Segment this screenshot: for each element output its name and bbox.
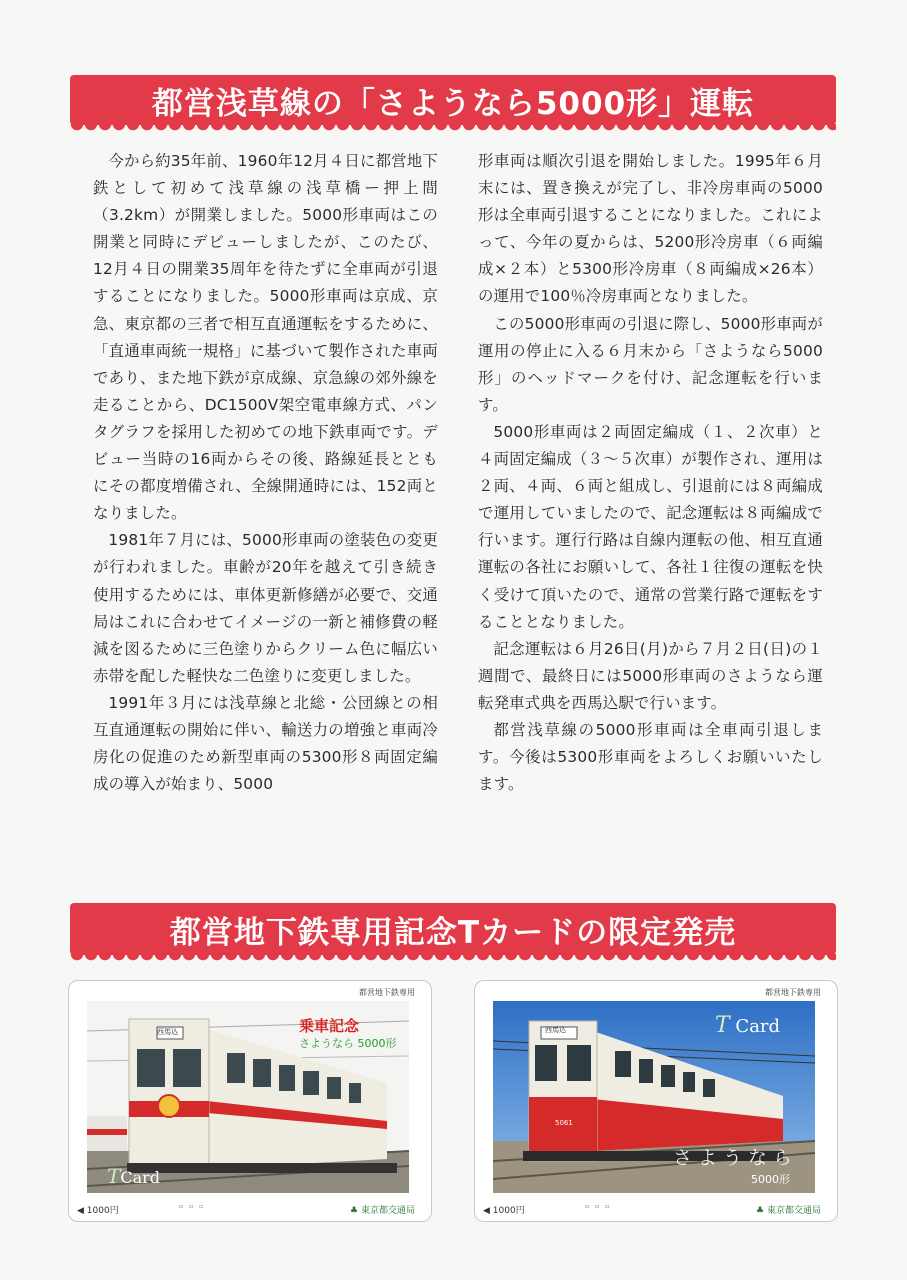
article-paragraph: 今から約35年前、1960年12月４日に都営地下鉄として初めて浅草線の浅草橋ー押上間（3.2km）が開業しました。5000形車両はこの開業と同時にデビューしましたが、このたび、12月４日の開業35周年を待たずに全車両が引退することになりました。5000形車両は京成、京急、東京都の三者で相互直通運転をするために、「直通車両統一規格」に基づいて製作された車両であり、また地下鉄が京成線、京急線の郊外線を走ることから、DC1500V架空電車線方式、パンタグラフを採用した初めての地下鉄車両です。デビュー当時の16両からその後、路線延長とともにその都度増備され、全線開通時には、152両となりました。 (93, 152, 438, 523)
t-logo-icon: T (107, 1164, 121, 1188)
arrow-icon: ◀ (77, 1206, 84, 1216)
overlay-subtitle: 5000形 (751, 1173, 790, 1186)
card-issuer: ♣ 東京都交通局 (350, 1206, 415, 1216)
t-logo-icon: T (715, 1013, 730, 1038)
arrow-icon: ◀ (483, 1206, 490, 1216)
card-gallery (0, 980, 907, 1224)
overlay-title: さようなら (673, 1147, 799, 1169)
card-issuer: ♣ 東京都交通局 (756, 1206, 821, 1216)
card-price: ◀ 1000円 (483, 1206, 525, 1216)
train-photo-1 (87, 1001, 409, 1193)
car-number: 5061 (555, 1119, 573, 1127)
article-paragraph: この5000形車両の引退に際し、5000形車両が運用の停止に入る６月末から「さようなら5000形」のヘッドマークを付け、記念運転を行います。 (478, 314, 823, 414)
card-top-label: 都営地下鉄専用 (359, 988, 415, 997)
destination-sign: 西馬込 (157, 1028, 178, 1036)
punch-marks: ▫▫▫ (585, 1203, 616, 1210)
section-title: 都営地下鉄専用記念Tカードの限定発売 (169, 914, 737, 951)
article-column-right (478, 148, 823, 798)
article-column-left (93, 148, 438, 798)
article-paragraph: 1981年７月には、5000形車両の塗装色の変更が行われました。車齢が20年を越えて引き続き使用するためには、車体更新修繕が必要で、交通局はこれに合わせてイメージの一新と補修費の軽減を図るために三色塗りからクリーム色に幅広い赤帯を配した軽快な二色塗りに変更しました。 (93, 531, 438, 685)
card-price: ◀ 1000円 (77, 1206, 119, 1216)
overlay-subtitle: さようなら 5000形 (299, 1037, 397, 1050)
article-paragraph: 都営浅草線の5000形車両は全車両引退します。今後は5300形車両をよろしくお願いいたします。 (478, 720, 823, 794)
t-card-image-2 (474, 980, 838, 1222)
card-logo: T Card (715, 1013, 781, 1038)
article-paragraph: 1991年３月には浅草線と北総・公団線との相互直通運転の開始に伴い、輸送力の増強と車両冷房化の促進のため新型車両の5300形８両固定編成の導入が始まり、5000 (93, 693, 438, 794)
punch-marks: ▫▫▫ (179, 1203, 210, 1210)
article-paragraph: 形車両は順次引退を開始しました。1995年６月末には、置き換えが完了し、非冷房車両の5000形は全車両引退することになりました。これによって、今年の夏からは、5200形冷房車（６両編成×２本）と5300形冷房車（８両編成×26本）の運用で100％冷房車両となりました。 (478, 152, 823, 306)
overlay-title: 乗車記念 (299, 1017, 360, 1035)
section-title-banner-1 (70, 75, 836, 125)
card-logo: TCard (107, 1164, 161, 1188)
card-footer (69, 1195, 431, 1221)
section-title-banner-2 (70, 903, 836, 955)
destination-sign: 西馬込 (545, 1026, 566, 1034)
card-footer (475, 1195, 837, 1221)
article-paragraph: 5000形車両は２両固定編成（１、２次車）と４両固定編成（３～５次車）が製作され、運用は２両、４両、６両と組成し、引退前には８両編成で運用していましたので、記念運転は８両編成で行います。運行行路は自線内運転の他、相互直通運転の各社にお願いして、各社１往復の運転を快く受けて頂いたので、通常の営業行路で運転をすることとなりました。 (478, 422, 823, 631)
train-photo-2 (493, 1001, 815, 1193)
card-top-label: 都営地下鉄専用 (765, 988, 821, 997)
section-title: 都営浅草線の「さようなら5000形」運転 (151, 85, 755, 122)
article-paragraph: 記念運転は６月26日(月)から７月２日(日)の１週間で、最終日には5000形車両のさようなら運転発車式典を西馬込駅で行います。 (478, 639, 823, 712)
t-card-image-1 (68, 980, 432, 1222)
ginkgo-icon: ♣ (350, 1206, 359, 1216)
ginkgo-icon: ♣ (756, 1206, 765, 1216)
